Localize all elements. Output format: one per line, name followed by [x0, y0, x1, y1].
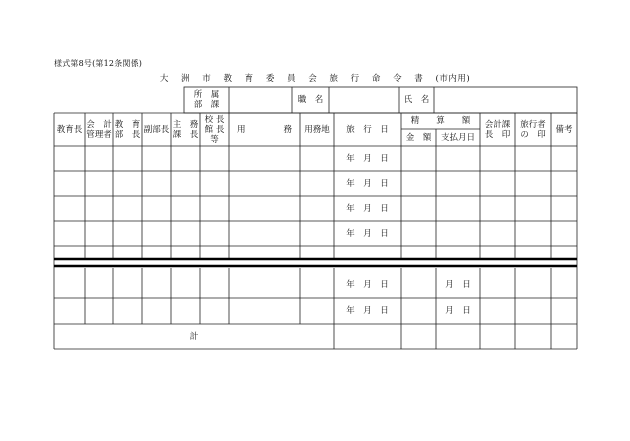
header-travel-date: 旅 行 日 — [346, 124, 389, 135]
dept-line-1: 所 属 — [193, 90, 220, 100]
header-traveler-seal — [515, 113, 551, 146]
form-reference-label: 様式第8号(第12条関係) — [54, 59, 143, 68]
travel-date-cell: 年 月 日 — [346, 203, 389, 214]
header-principal-line-1: 校 長 — [204, 114, 225, 125]
header-vice-director: 副部長 — [143, 124, 170, 135]
header-purpose-char-1: 用 — [237, 124, 246, 135]
payment-date-cell: 月 日 — [445, 306, 471, 316]
dept-line-2: 部 課 — [193, 100, 220, 110]
travel-date-cell: 年 月 日 — [346, 280, 389, 290]
header-traveler-line-1: 旅行者 — [520, 119, 546, 130]
header-purpose — [229, 113, 300, 146]
header-education-director-line-1: 教 育 — [114, 119, 141, 130]
header-education-director-line-2: 部 長 — [114, 129, 141, 140]
header-superintendent: 教育長 — [56, 124, 83, 135]
header-purpose-char-2: 務 — [283, 124, 292, 135]
travel-date-cell: 年 月 日 — [346, 306, 389, 316]
header-accounting-manager-line-1: 会 計 — [86, 119, 112, 130]
header-amount: 金 額 — [405, 132, 432, 143]
travel-date-cell: 年 月 日 — [346, 228, 389, 239]
header-remarks: 備考 — [555, 124, 573, 135]
form-title-main: 大 洲 市 教 育 委 員 会 旅 行 命 令 書 — [159, 74, 428, 84]
header-settlement-amount: 精 算 額 — [410, 116, 471, 126]
travel-date-cell: 年 月 日 — [346, 178, 389, 189]
header-accounting-manager — [85, 113, 113, 146]
total-label: 計 — [189, 331, 199, 342]
header-education-director — [113, 113, 142, 146]
header-payment-date: 支払月日 — [440, 132, 475, 143]
name-label: 氏 名 — [403, 95, 430, 105]
header-section-chief — [171, 113, 200, 146]
header-accounting-manager-line-2: 管理者 — [86, 129, 112, 140]
header-section-chief-line-1: 主 務 — [172, 119, 199, 130]
header-traveler-line-2: の 印 — [520, 129, 546, 140]
header-section-chief-line-2: 課 長 — [172, 129, 199, 140]
rank-label: 職 名 — [297, 95, 324, 105]
travel-date-cell: 年 月 日 — [346, 153, 389, 164]
header-principal-line-2: 館 長 — [204, 124, 225, 135]
payment-date-cell: 月 日 — [445, 280, 471, 290]
header-principal-line-3: 等 — [210, 134, 219, 145]
header-accounting-chief-line-1: 会計課 — [484, 119, 511, 130]
header-destination: 用務地 — [304, 124, 330, 135]
header-accounting-chief-seal — [480, 113, 515, 146]
form-title-sub: (市内用) — [435, 74, 471, 84]
header-principal — [200, 113, 229, 146]
dept-section-label — [184, 87, 229, 113]
header-accounting-chief-line-2: 長 印 — [484, 129, 511, 140]
